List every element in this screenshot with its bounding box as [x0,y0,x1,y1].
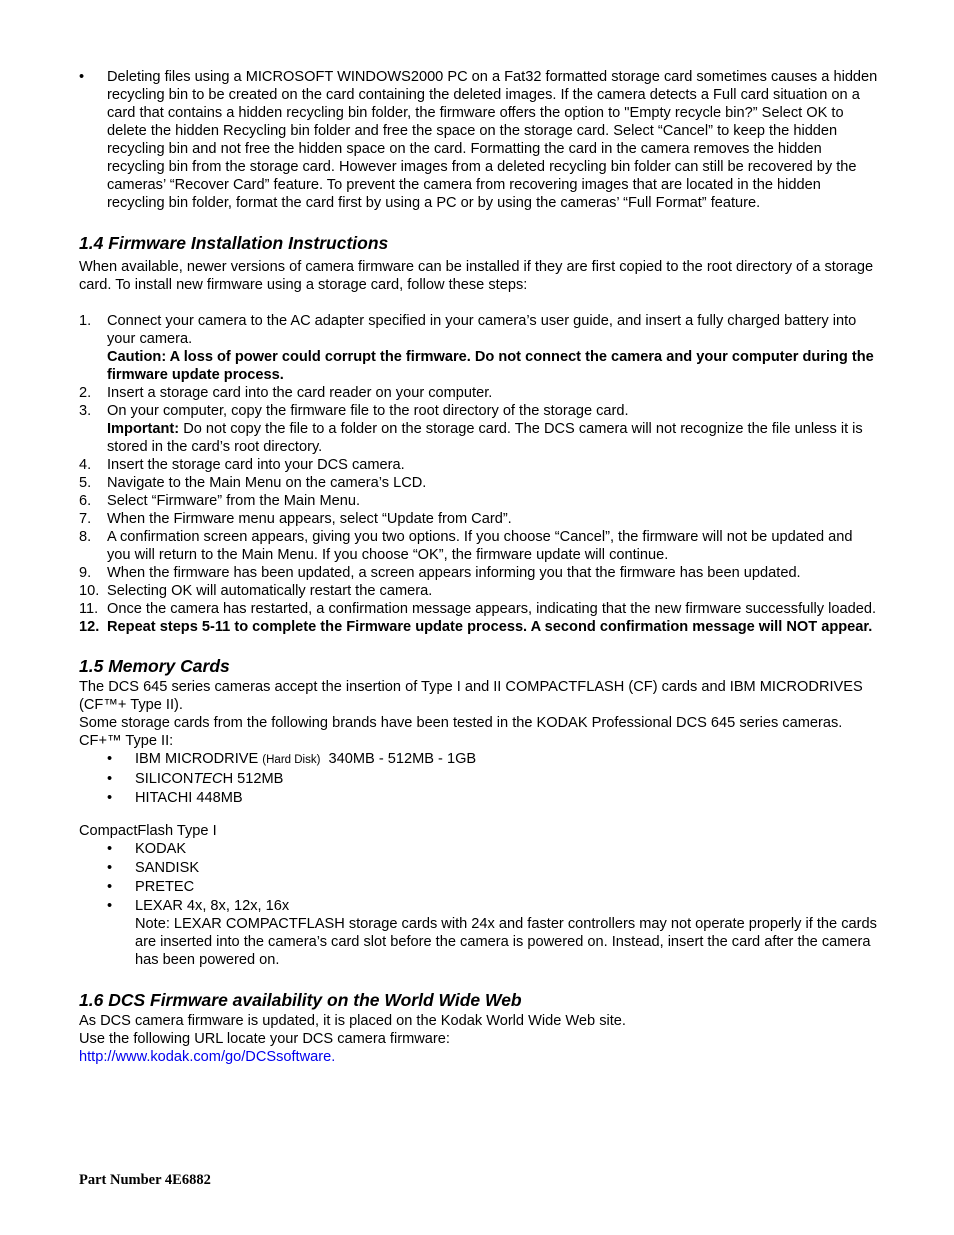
step-text: A confirmation screen appears, giving you two options. If you choose “Cancel”, the firmware will not be updated and you will return to the Main Menu. If you choose “OK”, the firmware update will continue. [107,529,853,563]
step-number: 11. [79,601,99,617]
bullet-dot: • [107,751,113,767]
list-item [79,897,879,969]
list-item [79,770,879,789]
bullet-dot: • [107,860,113,876]
ibm-microdrive-name: IBM MICRODRIVE [135,751,263,767]
step-item [79,600,879,618]
bullet-dot: • [107,898,113,914]
step-text: Insert a storage card into the card reader on your computer. [107,385,493,401]
firmware-url-link[interactable]: http://www.kodak.com/go/DCSsoftware. [79,1049,336,1065]
step-number: 4. [79,457,92,473]
silicontech-part-1: SILICON [135,771,194,787]
step-text: Repeat steps 5-11 to complete the Firmware update process. A second confirmation message will NOT appear. [107,619,873,635]
brand-name: PRETEC [135,879,195,895]
step-number: 9. [79,565,92,581]
section-1-5-heading: 1.5 Memory Cards [79,656,230,676]
step-number: 7. [79,511,92,527]
section-1-4-intro: When available, newer versions of camera firmware can be installed if they are first copied to the root directory of a storage card. To install new firmware using a storage card, follow these steps: [79,259,874,293]
step-number: 2. [79,385,92,401]
silicontech-part-3: H 512MB [222,771,284,787]
hitachi-item: HITACHI 448MB [135,790,243,806]
step-number: 5. [79,475,92,491]
step-number: 6. [79,493,92,509]
step-number: 1. [79,313,92,329]
memory-cards-para-1: The DCS 645 series cameras accept the insertion of Type I and II COMPACTFLASH (CF) cards and IBM MICRODRIVES (CF™+ Type II). [79,679,863,713]
firmware-steps-list [79,312,879,636]
cf-type-2-list [79,750,879,808]
step-text: On your computer, copy the firmware file to the root directory of the storage card. [107,403,629,419]
step-text: Selecting OK will automatically restart the camera. [107,583,433,599]
brand-name: KODAK [135,841,187,857]
list-item [79,878,879,897]
step-item [79,384,879,402]
step-item [79,492,879,510]
bullet-dot: • [107,790,113,806]
list-item [79,750,879,770]
caution-note: Caution: A loss of power could corrupt the firmware. Do not connect the camera and your computer during the firmware update process. [107,349,874,383]
step-item [79,510,879,528]
step-item [79,312,879,384]
web-para-1: As DCS camera firmware is updated, it is placed on the Kodak World Wide Web site. [79,1013,626,1029]
step-item [79,618,879,636]
step-item [79,582,879,600]
list-item [79,859,879,878]
part-number-footer: Part Number 4E6882 [79,1172,211,1188]
section-1-6-heading: 1.6 DCS Firmware availability on the World Wide Web [79,990,522,1010]
section-1-4-heading: 1.4 Firmware Installation Instructions [79,233,389,253]
brand-name: LEXAR 4x, 8x, 12x, 16x [135,898,290,914]
list-item [79,789,879,808]
important-label: Important: [107,421,180,437]
step-number: 3. [79,403,92,419]
step-number: 12. [79,619,100,635]
cf-type-1-list [79,840,879,969]
step-text: Select “Firmware” from the Main Menu. [107,493,361,509]
web-para-2: Use the following URL locate your DCS camera firmware: [79,1031,450,1047]
step-item [79,474,879,492]
bullet-dot: • [79,69,85,85]
important-note: Do not copy the file to a folder on the storage card. The DCS camera will not recognize the file unless it is stored in the card’s root directory. [107,421,863,455]
list-item [79,840,879,859]
step-text: Connect your camera to the AC adapter specified in your camera’s user guide, and insert a fully charged battery into your camera. [107,313,857,347]
recycle-bin-bullet [79,68,879,212]
step-number: 10. [79,583,100,599]
step-text: When the Firmware menu appears, select “Update from Card”. [107,511,512,527]
step-text: Navigate to the Main Menu on the camera’s LCD. [107,475,427,491]
silicontech-part-2: TEC [193,771,223,787]
cf-type-1-label: CompactFlash Type I [79,823,217,839]
step-item [79,528,879,564]
step-text: Insert the storage card into your DCS camera. [107,457,405,473]
memory-cards-para-2: Some storage cards from the following brands have been tested in the KODAK Professional DCS 645 series cameras. [79,715,843,731]
step-number: 8. [79,529,92,545]
step-text: Once the camera has restarted, a confirmation message appears, indicating that the new firmware successfully loaded. [107,601,876,617]
bullet-dot: • [107,879,113,895]
step-item [79,564,879,582]
bullet-dot: • [107,771,113,787]
ibm-sizes: 340MB - 512MB - 1GB [320,751,477,767]
hard-disk-note: (Hard Disk) [262,754,321,766]
brand-name: SANDISK [135,860,200,876]
step-text: When the firmware has been updated, a screen appears informing you that the firmware has been updated. [107,565,801,581]
document-page [79,68,879,1066]
recycle-bin-text: Deleting files using a MICROSOFT WINDOWS2000 PC on a Fat32 formatted storage card sometimes causes a hidden recycling bin to be created on the card containing the deleted images. If the camera detects a Full card situation on a card that contains a hidden recycling bin folder, the firmware offers the option to "Empty recycle bin?” Select OK to delete the hidden Recycling bin folder and free the space on the storage card. Select “Cancel” to keep the hidden recycling bin and not free the hidden space on the card. Formatting the card in the camera removes the hidden recycling bin from the storage card. However images from a deleted recycling bin folder can still be recovered by the cameras’ “Recover Card” feature. To prevent the camera from recovering images that are located in the hidden recycling bin folder, format the card first by using a PC or by using the cameras’ “Full Format” feature. [107,69,878,211]
cf-type-2-label: CF+™ Type II: [79,733,174,749]
lexar-note: Note: LEXAR COMPACTFLASH storage cards with 24x and faster controllers may not operate properly if the cards are inserted into the camera’s card slot before the camera is powered on. Instead, insert the card after the camera has been powered on. [135,916,877,968]
bullet-dot: • [107,841,113,857]
step-item [79,402,879,456]
step-item [79,456,879,474]
